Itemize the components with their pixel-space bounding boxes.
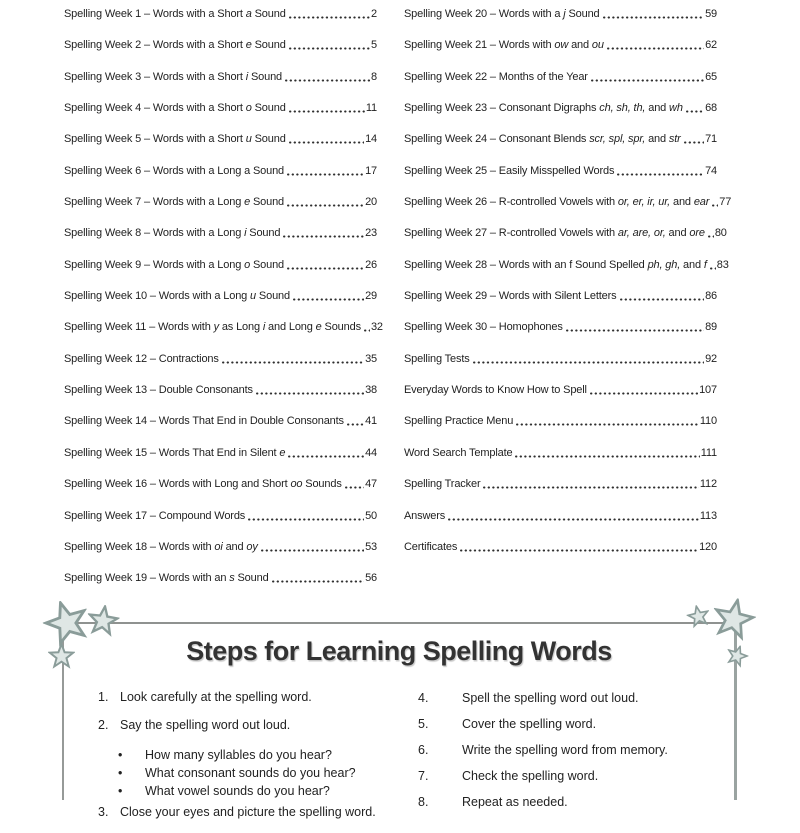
toc-page-number: 14 xyxy=(365,133,377,146)
toc-page-number: 59 xyxy=(705,8,717,20)
toc-entry-label: Spelling Week 13 – Double Consonants xyxy=(64,384,253,397)
toc-leader-dots xyxy=(285,79,370,82)
toc-page-number: 47 xyxy=(365,478,377,491)
toc-entry xyxy=(64,196,377,227)
toc-entry xyxy=(64,321,383,352)
toc-leader-dots xyxy=(272,580,365,583)
step-item xyxy=(418,717,730,732)
toc-page-number: 65 xyxy=(705,70,717,83)
toc-page-number: 112 xyxy=(699,478,717,491)
toc-entry xyxy=(64,447,377,478)
toc-entry-label: Spelling Week 19 – Words with an s Sound xyxy=(64,572,269,585)
toc-leader-dots xyxy=(710,267,716,270)
step-item xyxy=(98,718,403,733)
toc-entry-label: Spelling Week 26 – R-controlled Vowels with or, er, ir, ur, and ear xyxy=(404,196,710,209)
toc-leader-dots xyxy=(222,361,364,364)
toc-entry-label: Spelling Week 14 – Words That End in Double Consonants xyxy=(64,415,344,428)
step-number: 8. xyxy=(418,795,429,809)
toc-leader-dots xyxy=(708,235,714,238)
toc-entry xyxy=(404,321,717,352)
step-number: 3. xyxy=(98,805,109,819)
toc-entry xyxy=(64,384,377,415)
step-text: Spell the spelling word out loud. xyxy=(462,691,639,705)
toc-entry-label: Spelling Week 28 – Words with an f Sound Spelled ph, gh, and f xyxy=(404,258,707,271)
step-sub-item xyxy=(118,764,403,782)
toc-entry-label: Spelling Week 20 – Words with a j Sound xyxy=(404,8,600,20)
toc-page-number: 92 xyxy=(705,352,717,365)
toc-leader-dots xyxy=(345,486,364,489)
toc-page-number: 23 xyxy=(365,227,377,240)
toc-entry xyxy=(404,71,717,102)
step-item xyxy=(418,769,730,784)
toc-entry xyxy=(404,227,727,258)
step-item xyxy=(98,690,403,705)
toc-leader-dots xyxy=(289,16,370,19)
toc-entry xyxy=(404,133,717,164)
toc-page-number: 35 xyxy=(365,352,377,365)
toc-entry-label: Spelling Week 16 – Words with Long and Short oo Sounds xyxy=(64,478,342,491)
toc-entry-label: Spelling Week 3 – Words with a Short i Sound xyxy=(64,70,283,83)
step-sub-questions xyxy=(118,746,403,800)
toc-page-number: 110 xyxy=(699,415,717,428)
toc-entry-label: Spelling Week 2 – Words with a Short e Sound xyxy=(64,39,286,52)
toc-leader-dots xyxy=(287,173,364,176)
toc-entry xyxy=(64,259,377,290)
step-text: Look carefully at the spelling word. xyxy=(120,690,312,704)
toc-entry xyxy=(64,290,377,321)
toc-leader-dots xyxy=(287,267,364,270)
toc-page-number: 5 xyxy=(371,39,377,52)
toc-entry xyxy=(404,510,717,541)
toc-page-number: 41 xyxy=(365,415,377,428)
toc-entry xyxy=(64,415,377,446)
toc-entry xyxy=(404,258,729,290)
toc-entry-label: Everyday Words to Know How to Spell xyxy=(404,384,587,397)
toc-entry-label: Spelling Week 1 – Words with a Short a Sound xyxy=(64,8,286,20)
toc-leader-dots xyxy=(620,298,705,301)
toc-entry-label: Spelling Week 27 – R-controlled Vowels with ar, are, or, and ore xyxy=(404,227,705,240)
star-icon xyxy=(685,603,712,630)
step-item xyxy=(98,805,403,820)
toc-leader-dots xyxy=(590,392,698,395)
step-sub-text: What vowel sounds do you hear? xyxy=(145,784,330,798)
bullet-icon: • xyxy=(118,784,123,798)
toc-column-left xyxy=(64,8,383,604)
step-number: 2. xyxy=(98,718,109,732)
toc-entry-label: Spelling Week 23 – Consonant Digraphs ch, sh, th, and wh xyxy=(404,102,683,115)
toc-entry-label: Spelling Week 12 – Contractions xyxy=(64,352,219,365)
toc-entry-label: Spelling Week 6 – Words with a Long a Sound xyxy=(64,164,285,177)
toc-entry xyxy=(64,133,377,164)
toc-entry xyxy=(404,415,717,446)
toc-leader-dots xyxy=(591,79,704,82)
toc-page-number: 50 xyxy=(365,509,377,522)
step-text: Write the spelling word from memory. xyxy=(462,743,668,757)
toc-page-number: 107 xyxy=(699,384,717,397)
step-item xyxy=(418,795,730,810)
toc-entry xyxy=(64,71,377,102)
step-number: 1. xyxy=(98,690,109,704)
toc-leader-dots xyxy=(289,141,364,144)
star-icon xyxy=(85,603,121,639)
step-sub-text: How many syllables do you hear? xyxy=(145,748,332,762)
toc-leader-dots xyxy=(684,141,704,144)
toc-leader-dots xyxy=(460,549,698,552)
toc-entry-label: Spelling Week 29 – Words with Silent Letters xyxy=(404,290,617,303)
toc-entry-label: Spelling Week 17 – Compound Words xyxy=(64,509,246,522)
step-text: Say the spelling word out loud. xyxy=(120,718,291,732)
toc-leader-dots xyxy=(603,16,705,19)
toc-page-number: 68 xyxy=(705,102,717,115)
toc-page-number: 62 xyxy=(705,39,717,52)
toc-page-number: 83 xyxy=(716,258,729,271)
toc-entry xyxy=(404,39,717,70)
toc-entry xyxy=(404,353,717,384)
step-sub-item xyxy=(118,782,403,800)
toc-leader-dots xyxy=(289,47,370,50)
bullet-icon: • xyxy=(118,766,123,780)
toc-page-number: 89 xyxy=(705,321,717,334)
step-sub-item xyxy=(118,746,403,764)
toc-leader-dots xyxy=(515,455,699,458)
toc-entry-label: Spelling Tracker xyxy=(404,478,481,491)
toc-entry-label: Spelling Week 7 – Words with a Long e Sound xyxy=(64,196,285,209)
toc-entry-label: Spelling Week 22 – Months of the Year xyxy=(404,70,588,83)
toc-page-number: 80 xyxy=(714,227,727,240)
step-item xyxy=(418,743,730,758)
toc-entry xyxy=(64,478,377,509)
step-text: Check the spelling word. xyxy=(462,769,599,783)
toc-page-number: 11 xyxy=(365,102,377,115)
toc-entry xyxy=(404,541,717,572)
toc-entry xyxy=(404,290,717,321)
toc-entry xyxy=(64,541,377,572)
toc-leader-dots xyxy=(283,235,364,238)
toc-entry xyxy=(404,196,732,227)
toc-leader-dots xyxy=(293,298,364,301)
step-text: Repeat as needed. xyxy=(462,795,568,809)
toc-entry xyxy=(404,478,717,509)
toc-entry-label: Spelling Week 10 – Words with a Long u Sound xyxy=(64,290,290,303)
toc-leader-dots xyxy=(607,47,704,50)
toc-leader-dots xyxy=(712,204,718,207)
toc-column-right xyxy=(404,8,732,572)
toc-leader-dots xyxy=(347,423,364,426)
toc-entry-label: Spelling Tests xyxy=(404,352,470,365)
toc-leader-dots xyxy=(287,204,364,207)
toc-entry xyxy=(64,572,377,603)
toc-entry-label: Answers xyxy=(404,509,446,522)
toc-leader-dots xyxy=(289,110,365,113)
step-sub-text: What consonant sounds do you hear? xyxy=(145,766,356,780)
toc-entry xyxy=(404,447,717,478)
toc-entry-label: Spelling Week 21 – Words with ow and ou xyxy=(404,39,604,52)
step-text: Cover the spelling word. xyxy=(462,717,597,731)
toc-leader-dots xyxy=(248,518,364,521)
toc-leader-dots xyxy=(686,110,704,113)
toc-page-number: 71 xyxy=(705,133,717,146)
steps-column-left xyxy=(98,690,403,833)
toc-page-number: 17 xyxy=(365,164,377,177)
toc-page-number: 20 xyxy=(365,196,377,209)
toc-entry xyxy=(64,227,377,258)
toc-page-number: 77 xyxy=(719,196,732,209)
toc-entry-label: Spelling Week 24 – Consonant Blends scr, spl, spr, and str xyxy=(404,133,681,146)
toc-page-number: 29 xyxy=(365,290,377,303)
toc-page-number: 26 xyxy=(365,258,377,271)
toc-entry xyxy=(64,39,377,70)
toc-leader-dots xyxy=(617,173,704,176)
toc-entry-label: Spelling Week 5 – Words with a Short u Sound xyxy=(64,133,286,146)
toc-entry-label: Spelling Week 9 – Words with a Long o Sound xyxy=(64,258,285,271)
toc-entry xyxy=(64,102,377,133)
toc-entry xyxy=(404,384,717,415)
toc-entry-label: Certificates xyxy=(404,540,458,553)
toc-page-number: 53 xyxy=(365,540,377,553)
toc-page-number: 2 xyxy=(371,8,377,20)
toc-entry-label: Word Search Template xyxy=(404,446,513,459)
toc-entry-label: Spelling Week 15 – Words That End in Silent e xyxy=(64,446,286,459)
toc-page-number: 120 xyxy=(699,540,717,553)
steps-panel xyxy=(62,622,737,819)
toc-leader-dots xyxy=(473,361,704,364)
toc-entry xyxy=(404,165,717,196)
steps-title: Steps for Learning Spelling Words xyxy=(186,636,612,666)
toc-page-number: 113 xyxy=(699,509,717,522)
toc-page-number: 38 xyxy=(365,384,377,397)
star-icon xyxy=(48,643,75,670)
step-item xyxy=(418,691,730,706)
toc-entry-label: Spelling Week 25 – Easily Misspelled Words xyxy=(404,164,615,177)
step-number: 5. xyxy=(418,717,429,731)
toc-page-number: 86 xyxy=(705,290,717,303)
toc-entry xyxy=(64,353,377,384)
toc-entry xyxy=(64,165,377,196)
toc-leader-dots xyxy=(516,423,699,426)
toc-page-number: 8 xyxy=(371,70,377,83)
step-number: 7. xyxy=(418,769,429,783)
toc-page-number: 74 xyxy=(705,164,717,177)
star-icon xyxy=(708,594,759,645)
bullet-icon: • xyxy=(118,748,123,762)
toc-page-number: 56 xyxy=(365,572,377,585)
toc-leader-dots xyxy=(261,549,364,552)
toc-leader-dots xyxy=(566,329,704,332)
toc-leader-dots xyxy=(364,329,370,332)
toc-leader-dots xyxy=(483,486,698,489)
steps-column-right xyxy=(418,691,730,821)
toc-entry xyxy=(64,510,377,541)
toc-entry xyxy=(64,8,377,39)
toc-entry-label: Spelling Practice Menu xyxy=(404,415,514,428)
toc-entry xyxy=(404,102,717,133)
toc-entry-label: Spelling Week 4 – Words with a Short o Sound xyxy=(64,102,286,115)
toc-leader-dots xyxy=(256,392,364,395)
toc-page-number: 32 xyxy=(370,321,383,334)
toc-entry xyxy=(404,8,717,39)
step-text: Close your eyes and picture the spelling word. xyxy=(120,805,376,819)
toc-entry-label: Spelling Week 11 – Words with y as Long i and Long e Sounds xyxy=(64,321,361,334)
toc-leader-dots xyxy=(448,518,699,521)
toc-page-number: 111 xyxy=(700,446,717,459)
toc-page-number: 44 xyxy=(365,446,377,459)
step-number: 6. xyxy=(418,743,429,757)
toc-leader-dots xyxy=(288,455,364,458)
toc-entry-label: Spelling Week 8 – Words with a Long i Sound xyxy=(64,227,281,240)
toc-entry-label: Spelling Week 18 – Words with oi and oy xyxy=(64,540,258,553)
step-number: 4. xyxy=(418,691,429,705)
toc-entry-label: Spelling Week 30 – Homophones xyxy=(404,321,563,334)
